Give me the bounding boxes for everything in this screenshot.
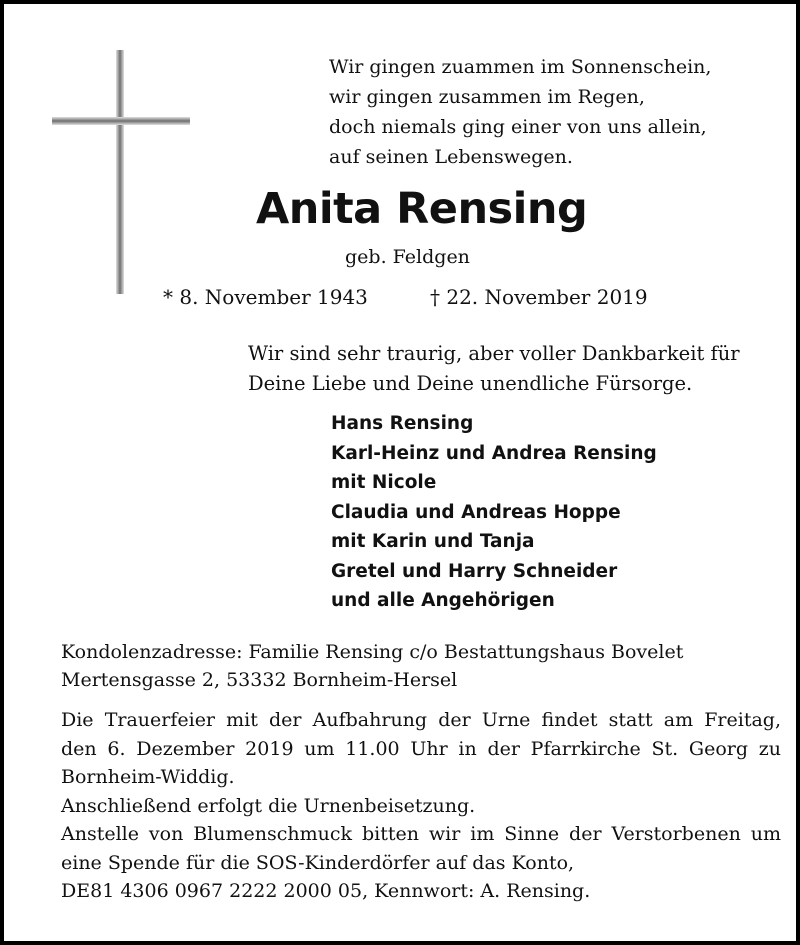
thanks-line: Deine Liebe und Deine unendliche Fürsorge. (248, 372, 693, 395)
family-member: und alle Angehörigen (331, 590, 555, 611)
ceremony-line: Die Trauerfeier mit der Aufbahrung der Urne findet statt am Freitag, (61, 709, 781, 731)
poem (329, 52, 769, 172)
ceremony-line: Anstelle von Blumenschmuck bitten wir im Sinne der Verstorbenen um (61, 823, 781, 845)
birth-date: * 8. November 1943 (163, 285, 368, 309)
thanks-text (248, 339, 748, 399)
cross-icon (116, 50, 124, 294)
family-member: mit Karin und Tanja (331, 531, 535, 552)
poem-line: auf seinen Lebenswegen. (329, 146, 573, 168)
ceremony-line: den 6. Dezember 2019 um 11.00 Uhr in der Pfarrkirche St. Georg zu (61, 737, 781, 760)
poem-line: Wir gingen zuammen im Sonnenschein, (329, 56, 712, 78)
maiden-name: geb. Feldgen (345, 246, 470, 268)
ceremony-line: eine Spende für die SOS-Kinderdörfer auf das Konto, (61, 851, 575, 874)
family-member: mit Nicole (331, 472, 437, 493)
address-line: Mertensgasse 2, 53332 Bornheim-Hersel (61, 669, 458, 691)
poem-line: wir gingen zusammen im Regen, (329, 86, 645, 108)
ceremony-line: Bornheim-Widdig. (61, 766, 235, 788)
ceremony-info (61, 706, 781, 906)
family-member: Gretel und Harry Schneider (331, 560, 618, 582)
ceremony-line: DE81 4306 0967 2222 2000 05, Kennwort: A. Rensing. (61, 880, 591, 902)
address-line: Kondolenzadresse: Familie Rensing c/o Bestattungshaus Bovelet (61, 641, 684, 663)
death-date: † 22. November 2019 (430, 285, 648, 309)
cross-icon-crossbar (52, 117, 190, 125)
thanks-line: Wir sind sehr traurig, aber voller Dankbarkeit für (248, 342, 740, 365)
condolence-address (61, 638, 781, 694)
family-list (331, 409, 751, 616)
ceremony-line: Anschließend erfolgt die Urnenbeisetzung. (61, 794, 476, 817)
family-member: Hans Rensing (331, 413, 474, 434)
poem-line: doch niemals ging einer von uns allein, (329, 116, 707, 138)
family-member: Claudia und Andreas Hoppe (331, 501, 621, 523)
family-member: Karl-Heinz und Andrea Rensing (331, 442, 657, 464)
deceased-name: Anita Rensing (256, 184, 588, 234)
